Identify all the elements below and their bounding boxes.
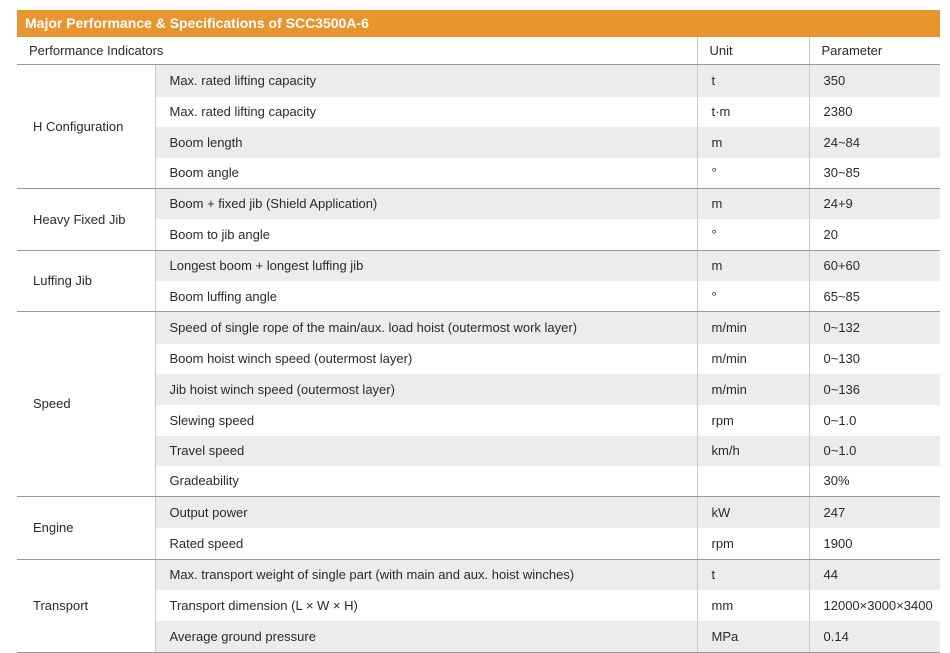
table-row (17, 559, 940, 590)
parameter-cell: 0.14 (809, 621, 940, 652)
table-row (17, 590, 940, 621)
indicator-cell: Boom to jib angle (155, 219, 697, 250)
table-row (17, 312, 940, 344)
header-row (17, 37, 940, 65)
table-row (17, 374, 940, 405)
indicator-cell: Boom luffing angle (155, 281, 697, 312)
table-title: Major Performance & Specifications of SCC3500A-6 (17, 10, 940, 37)
indicator-cell: Slewing speed (155, 405, 697, 436)
indicator-cell: Max. rated lifting capacity (155, 97, 697, 127)
table-header (17, 37, 940, 65)
parameter-cell: 0~1.0 (809, 436, 940, 466)
unit-cell: ° (697, 158, 809, 189)
indicator-cell: Output power (155, 496, 697, 528)
parameter-cell: 30% (809, 466, 940, 497)
parameter-cell: 24+9 (809, 188, 940, 219)
parameter-cell: 44 (809, 559, 940, 590)
table-row (17, 466, 940, 497)
parameter-cell: 0~130 (809, 344, 940, 374)
unit-cell: rpm (697, 405, 809, 436)
table-row (17, 219, 940, 250)
parameter-cell: 24~84 (809, 127, 940, 158)
parameter-cell: 0~1.0 (809, 405, 940, 436)
table-row (17, 188, 940, 219)
indicator-cell: Travel speed (155, 436, 697, 466)
table-row (17, 97, 940, 127)
group-label: Speed (17, 312, 155, 497)
unit-cell: m (697, 127, 809, 158)
group-label: Luffing Jib (17, 250, 155, 312)
table-row (17, 281, 940, 312)
indicator-cell: Boom hoist winch speed (outermost layer) (155, 344, 697, 374)
unit-cell (697, 466, 809, 497)
table-row (17, 65, 940, 97)
parameter-cell: 12000×3000×3400 (809, 590, 940, 621)
table-body (17, 65, 940, 653)
unit-cell: rpm (697, 528, 809, 559)
unit-cell: km/h (697, 436, 809, 466)
table-row (17, 158, 940, 189)
header-unit: Unit (697, 37, 809, 65)
indicator-cell: Longest boom + longest luffing jib (155, 250, 697, 281)
parameter-cell: 350 (809, 65, 940, 97)
group-label: Engine (17, 496, 155, 559)
unit-cell: m/min (697, 312, 809, 344)
parameter-cell: 30~85 (809, 158, 940, 189)
group-label: H Configuration (17, 65, 155, 189)
spec-sheet (17, 10, 940, 653)
unit-cell: m (697, 188, 809, 219)
indicator-cell: Boom + fixed jib (Shield Application) (155, 188, 697, 219)
parameter-cell: 2380 (809, 97, 940, 127)
group-label: Heavy Fixed Jib (17, 188, 155, 250)
table-row (17, 436, 940, 466)
table-row (17, 528, 940, 559)
header-indicators: Performance Indicators (17, 37, 697, 65)
parameter-cell: 0~132 (809, 312, 940, 344)
indicator-cell: Gradeability (155, 466, 697, 497)
unit-cell: t (697, 65, 809, 97)
indicator-cell: Boom angle (155, 158, 697, 189)
indicator-cell: Average ground pressure (155, 621, 697, 652)
unit-cell: mm (697, 590, 809, 621)
parameter-cell: 60+60 (809, 250, 940, 281)
parameter-cell: 65~85 (809, 281, 940, 312)
group-label: Transport (17, 559, 155, 652)
table-row (17, 405, 940, 436)
table-row (17, 621, 940, 652)
indicator-cell: Max. rated lifting capacity (155, 65, 697, 97)
unit-cell: t·m (697, 97, 809, 127)
spec-table (17, 37, 940, 653)
parameter-cell: 20 (809, 219, 940, 250)
indicator-cell: Speed of single rope of the main/aux. load hoist (outermost work layer) (155, 312, 697, 344)
table-row (17, 250, 940, 281)
unit-cell: m/min (697, 374, 809, 405)
unit-cell: ° (697, 281, 809, 312)
indicator-cell: Max. transport weight of single part (with main and aux. hoist winches) (155, 559, 697, 590)
table-row (17, 127, 940, 158)
indicator-cell: Transport dimension (L × W × H) (155, 590, 697, 621)
unit-cell: MPa (697, 621, 809, 652)
indicator-cell: Jib hoist winch speed (outermost layer) (155, 374, 697, 405)
table-row (17, 344, 940, 374)
unit-cell: kW (697, 496, 809, 528)
parameter-cell: 247 (809, 496, 940, 528)
indicator-cell: Boom length (155, 127, 697, 158)
unit-cell: m (697, 250, 809, 281)
header-parameter: Parameter (809, 37, 940, 65)
parameter-cell: 0~136 (809, 374, 940, 405)
unit-cell: m/min (697, 344, 809, 374)
table-row (17, 496, 940, 528)
indicator-cell: Rated speed (155, 528, 697, 559)
unit-cell: ° (697, 219, 809, 250)
parameter-cell: 1900 (809, 528, 940, 559)
unit-cell: t (697, 559, 809, 590)
